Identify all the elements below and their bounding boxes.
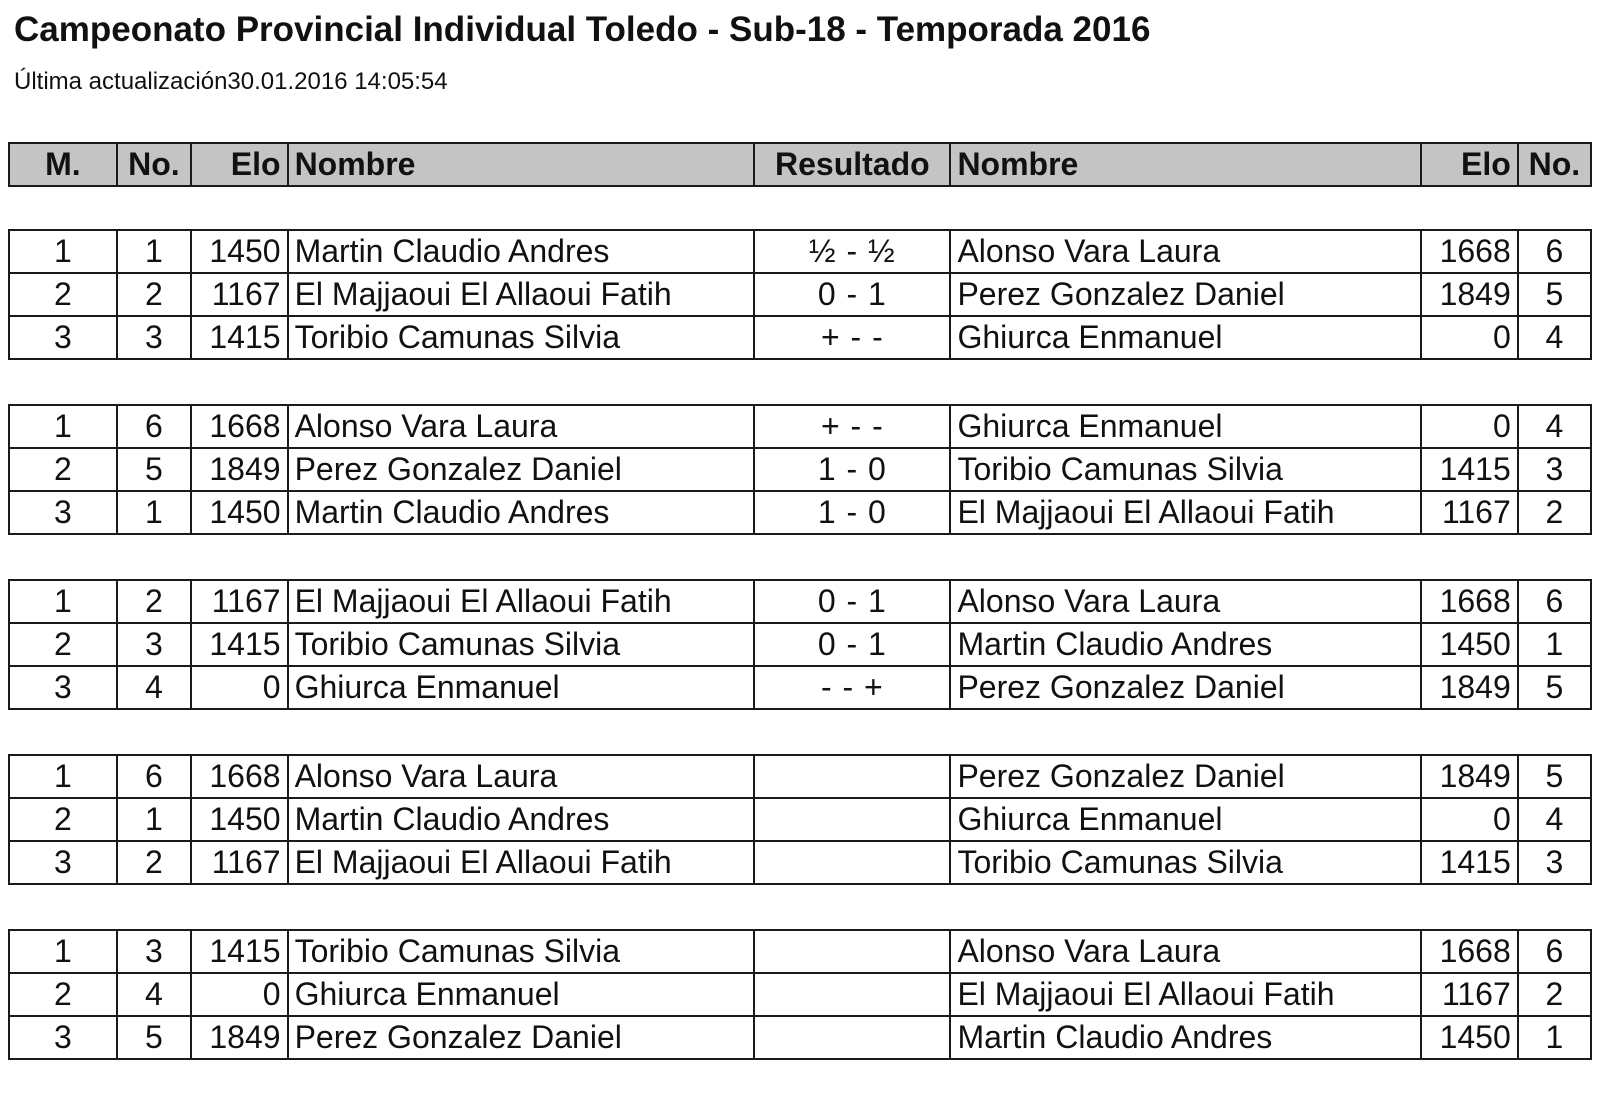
table-row — [9, 841, 1591, 884]
page-title: Campeonato Provincial Individual Toledo - Sub-18 - Temporada 2016 — [14, 10, 1151, 49]
round-table — [8, 229, 1592, 360]
black-elo: 1849 — [1421, 273, 1518, 316]
black-player-name: El Majjaoui El Allaoui Fatih — [950, 973, 1421, 1016]
game-result: 1 - 0 — [754, 491, 950, 534]
white-player-name: Toribio Camunas Silvia — [288, 623, 755, 666]
white-player-number: 1 — [117, 230, 191, 273]
board-number: 2 — [9, 798, 117, 841]
black-player-number: 1 — [1518, 1016, 1591, 1059]
black-player-name: Ghiurca Enmanuel — [950, 316, 1421, 359]
black-elo: 1668 — [1421, 930, 1518, 973]
white-player-number: 6 — [117, 755, 191, 798]
white-elo: 1450 — [191, 798, 288, 841]
table-row — [9, 666, 1591, 709]
white-player-number: 5 — [117, 448, 191, 491]
table-row — [9, 405, 1591, 448]
game-result — [754, 930, 950, 973]
black-player-name: Alonso Vara Laura — [950, 230, 1421, 273]
game-result — [754, 973, 950, 1016]
board-number: 2 — [9, 273, 117, 316]
board-number: 1 — [9, 230, 117, 273]
white-elo: 1167 — [191, 580, 288, 623]
board-number: 3 — [9, 316, 117, 359]
white-player-number: 3 — [117, 623, 191, 666]
white-elo: 1668 — [191, 405, 288, 448]
black-player-name: El Majjaoui El Allaoui Fatih — [950, 491, 1421, 534]
white-player-name: Ghiurca Enmanuel — [288, 666, 755, 709]
board-number: 3 — [9, 666, 117, 709]
black-player-number: 5 — [1518, 755, 1591, 798]
black-player-name: Alonso Vara Laura — [950, 930, 1421, 973]
table-row — [9, 755, 1591, 798]
game-result — [754, 755, 950, 798]
white-player-number: 4 — [117, 666, 191, 709]
table-row — [9, 273, 1591, 316]
black-elo: 1415 — [1421, 841, 1518, 884]
table-row — [9, 1016, 1591, 1059]
black-player-number: 3 — [1518, 448, 1591, 491]
black-player-name: Ghiurca Enmanuel — [950, 798, 1421, 841]
table-row — [9, 930, 1591, 973]
black-player-name: Martin Claudio Andres — [950, 1016, 1421, 1059]
white-player-name: Martin Claudio Andres — [288, 798, 755, 841]
black-player-name: Martin Claudio Andres — [950, 623, 1421, 666]
black-elo: 1668 — [1421, 580, 1518, 623]
board-number: 1 — [9, 930, 117, 973]
white-elo: 1849 — [191, 1016, 288, 1059]
table-row — [9, 448, 1591, 491]
white-player-number: 6 — [117, 405, 191, 448]
black-player-number: 1 — [1518, 623, 1591, 666]
board-number: 1 — [9, 755, 117, 798]
white-player-name: Alonso Vara Laura — [288, 405, 755, 448]
black-elo: 1849 — [1421, 755, 1518, 798]
header-result: Resultado — [754, 143, 950, 186]
table-row — [9, 230, 1591, 273]
black-elo: 1450 — [1421, 1016, 1518, 1059]
black-player-number: 2 — [1518, 973, 1591, 1016]
black-elo: 1668 — [1421, 230, 1518, 273]
black-player-number: 3 — [1518, 841, 1591, 884]
header-no-black: No. — [1518, 143, 1591, 186]
black-player-number: 5 — [1518, 666, 1591, 709]
white-player-number: 3 — [117, 930, 191, 973]
game-result: 0 - 1 — [754, 580, 950, 623]
board-number: 1 — [9, 580, 117, 623]
white-player-number: 2 — [117, 273, 191, 316]
white-player-name: Toribio Camunas Silvia — [288, 316, 755, 359]
table-row — [9, 316, 1591, 359]
black-elo: 1415 — [1421, 448, 1518, 491]
black-elo: 1450 — [1421, 623, 1518, 666]
white-player-number: 1 — [117, 798, 191, 841]
round-table — [8, 754, 1592, 885]
game-result — [754, 798, 950, 841]
white-elo: 1450 — [191, 491, 288, 534]
white-elo: 1167 — [191, 841, 288, 884]
game-result: 1 - 0 — [754, 448, 950, 491]
white-elo: 0 — [191, 973, 288, 1016]
white-player-number: 5 — [117, 1016, 191, 1059]
white-elo: 0 — [191, 666, 288, 709]
black-player-number: 4 — [1518, 798, 1591, 841]
white-player-number: 1 — [117, 491, 191, 534]
round-table — [8, 579, 1592, 710]
white-player-number: 2 — [117, 841, 191, 884]
white-player-name: Martin Claudio Andres — [288, 230, 755, 273]
board-number: 3 — [9, 1016, 117, 1059]
table-header — [8, 142, 1592, 187]
black-player-name: Ghiurca Enmanuel — [950, 405, 1421, 448]
header-elo-black: Elo — [1421, 143, 1518, 186]
white-player-name: Martin Claudio Andres — [288, 491, 755, 534]
table-row — [9, 623, 1591, 666]
table-row — [9, 580, 1591, 623]
white-player-number: 3 — [117, 316, 191, 359]
black-elo: 1849 — [1421, 666, 1518, 709]
black-player-number: 4 — [1518, 316, 1591, 359]
black-player-name: Alonso Vara Laura — [950, 580, 1421, 623]
table-row — [9, 491, 1591, 534]
white-player-name: Alonso Vara Laura — [288, 755, 755, 798]
round-table — [8, 929, 1592, 1060]
white-player-name: Ghiurca Enmanuel — [288, 973, 755, 1016]
board-number: 3 — [9, 491, 117, 534]
last-updated: Última actualización30.01.2016 14:05:54 — [14, 68, 448, 95]
white-elo: 1415 — [191, 930, 288, 973]
game-result: 0 - 1 — [754, 623, 950, 666]
white-elo: 1167 — [191, 273, 288, 316]
white-player-number: 4 — [117, 973, 191, 1016]
white-elo: 1415 — [191, 316, 288, 359]
black-player-number: 6 — [1518, 930, 1591, 973]
black-player-name: Perez Gonzalez Daniel — [950, 273, 1421, 316]
header-no-white: No. — [117, 143, 191, 186]
board-number: 2 — [9, 448, 117, 491]
game-result: + - - — [754, 316, 950, 359]
game-result: + - - — [754, 405, 950, 448]
header-m: M. — [9, 143, 117, 186]
black-elo: 1167 — [1421, 973, 1518, 1016]
header-elo-white: Elo — [191, 143, 288, 186]
board-number: 2 — [9, 623, 117, 666]
game-result: 0 - 1 — [754, 273, 950, 316]
black-player-name: Perez Gonzalez Daniel — [950, 666, 1421, 709]
black-player-name: Perez Gonzalez Daniel — [950, 755, 1421, 798]
white-elo: 1450 — [191, 230, 288, 273]
header-name-white: Nombre — [288, 143, 755, 186]
game-result: - - + — [754, 666, 950, 709]
table-row — [9, 973, 1591, 1016]
white-player-number: 2 — [117, 580, 191, 623]
black-player-name: Toribio Camunas Silvia — [950, 448, 1421, 491]
board-number: 2 — [9, 973, 117, 1016]
board-number: 3 — [9, 841, 117, 884]
black-player-number: 6 — [1518, 230, 1591, 273]
round-table — [8, 404, 1592, 535]
white-elo: 1849 — [191, 448, 288, 491]
black-elo: 0 — [1421, 316, 1518, 359]
white-player-name: El Majjaoui El Allaoui Fatih — [288, 273, 755, 316]
white-player-name: El Majjaoui El Allaoui Fatih — [288, 841, 755, 884]
white-player-name: El Majjaoui El Allaoui Fatih — [288, 580, 755, 623]
black-elo: 1167 — [1421, 491, 1518, 534]
black-player-number: 6 — [1518, 580, 1591, 623]
black-elo: 0 — [1421, 798, 1518, 841]
white-elo: 1668 — [191, 755, 288, 798]
header-name-black: Nombre — [950, 143, 1421, 186]
white-player-name: Perez Gonzalez Daniel — [288, 448, 755, 491]
black-elo: 0 — [1421, 405, 1518, 448]
white-elo: 1415 — [191, 623, 288, 666]
black-player-number: 5 — [1518, 273, 1591, 316]
black-player-name: Toribio Camunas Silvia — [950, 841, 1421, 884]
white-player-name: Toribio Camunas Silvia — [288, 930, 755, 973]
board-number: 1 — [9, 405, 117, 448]
table-row — [9, 798, 1591, 841]
game-result — [754, 841, 950, 884]
black-player-number: 2 — [1518, 491, 1591, 534]
game-result: ½ - ½ — [754, 230, 950, 273]
black-player-number: 4 — [1518, 405, 1591, 448]
white-player-name: Perez Gonzalez Daniel — [288, 1016, 755, 1059]
game-result — [754, 1016, 950, 1059]
